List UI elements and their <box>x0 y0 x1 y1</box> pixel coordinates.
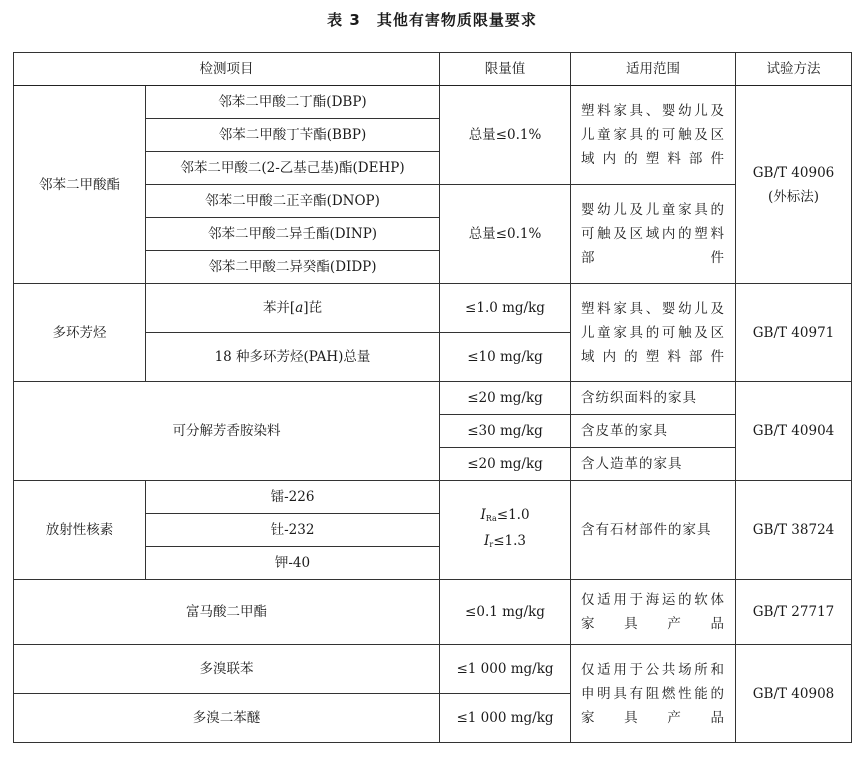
phthalate-item: 邻苯二甲酸二异壬酯(DINP) <box>146 218 440 251</box>
pah-limit: ≤1.0 mg/kg <box>440 284 571 333</box>
index-subscript: r <box>489 540 494 549</box>
index-symbol: I <box>480 507 486 523</box>
flame-item: 多溴二苯醚 <box>14 694 440 743</box>
phthalate-item: 邻苯二甲酸二丁酯(DBP) <box>146 86 440 119</box>
azo-limit: ≤20 mg/kg <box>440 382 571 415</box>
azo-scope: 含皮革的家具 <box>571 415 736 448</box>
phthalate-method: GB/T 40906 (外标法) <box>736 86 852 284</box>
radio-item: 镭-226 <box>146 481 440 514</box>
flame-limit: ≤1 000 mg/kg <box>440 694 571 743</box>
header-limit: 限量值 <box>440 53 571 86</box>
phthalate-scope-2: 婴幼儿及儿童家具的可触及区域内的塑料部件 <box>571 185 736 284</box>
flame-scope: 仅适用于公共场所和申明具有阻燃性能的家具产品 <box>571 645 736 743</box>
index-value: ≤1.0 <box>496 507 530 523</box>
phthalate-limit-1: 总量≤0.1% <box>440 86 571 185</box>
radio-method: GB/T 38724 <box>736 481 852 580</box>
azo-scope: 含纺织面料的家具 <box>571 382 736 415</box>
flame-item: 多溴联苯 <box>14 645 440 694</box>
header-scope: 适用范围 <box>571 53 736 86</box>
phthalate-item: 邻苯二甲酸二异癸酯(DIDP) <box>146 251 440 284</box>
dmf-category: 富马酸二甲酯 <box>14 580 440 645</box>
dmf-scope: 仅适用于海运的软体家具产品 <box>571 580 736 645</box>
flame-method: GB/T 40908 <box>736 645 852 743</box>
dmf-method: GB/T 27717 <box>736 580 852 645</box>
table-title: 表 3 其他有害物质限量要求 <box>327 11 537 29</box>
phthalate-item: 邻苯二甲酸二(2-乙基己基)酯(DEHP) <box>146 152 440 185</box>
phthalates-category: 邻苯二甲酸酯 <box>14 86 146 284</box>
pah-item-prefix: 苯并[ <box>262 300 296 316</box>
azo-category: 可分解芳香胺染料 <box>14 382 440 481</box>
pah-item-italic: a <box>295 300 304 316</box>
phthalate-item: 邻苯二甲酸二正辛酯(DNOP) <box>146 185 440 218</box>
index-value: ≤1.3 <box>493 533 526 549</box>
pah-scope: 塑料家具、婴幼儿及儿童家具的可触及区域内的塑料部件 <box>571 284 736 382</box>
radio-item: 钍-232 <box>146 514 440 547</box>
pah-category: 多环芳烃 <box>14 284 146 382</box>
phthalate-limit-2: 总量≤0.1% <box>440 185 571 284</box>
azo-method: GB/T 40904 <box>736 382 852 481</box>
index-subscript: Ra <box>485 514 497 523</box>
azo-scope: 含人造革的家具 <box>571 448 736 481</box>
pah-method: GB/T 40971 <box>736 284 852 382</box>
azo-limit: ≤20 mg/kg <box>440 448 571 481</box>
pah-item-benzopyrene <box>146 284 440 333</box>
pah-item-suffix: ]芘 <box>303 300 323 316</box>
azo-limit: ≤30 mg/kg <box>440 415 571 448</box>
radio-limit-line <box>446 504 564 530</box>
radio-scope: 含有石材部件的家具 <box>571 481 736 580</box>
limits-table <box>13 52 852 743</box>
pah-item-total: 18 种多环芳烃(PAH)总量 <box>146 333 440 382</box>
dmf-limit: ≤0.1 mg/kg <box>440 580 571 645</box>
phthalate-item: 邻苯二甲酸丁苄酯(BBP) <box>146 119 440 152</box>
radio-category: 放射性核素 <box>14 481 146 580</box>
flame-limit: ≤1 000 mg/kg <box>440 645 571 694</box>
header-method: 试验方法 <box>736 53 852 86</box>
phthalate-scope-1: 塑料家具、婴幼儿及儿童家具的可触及区域内的塑料部件 <box>571 86 736 185</box>
header-test-item: 检测项目 <box>14 53 440 86</box>
radio-limit-line <box>446 530 564 556</box>
radio-limit <box>440 481 571 580</box>
pah-limit: ≤10 mg/kg <box>440 333 571 382</box>
index-symbol: I <box>484 533 490 549</box>
radio-item: 钾-40 <box>146 547 440 580</box>
